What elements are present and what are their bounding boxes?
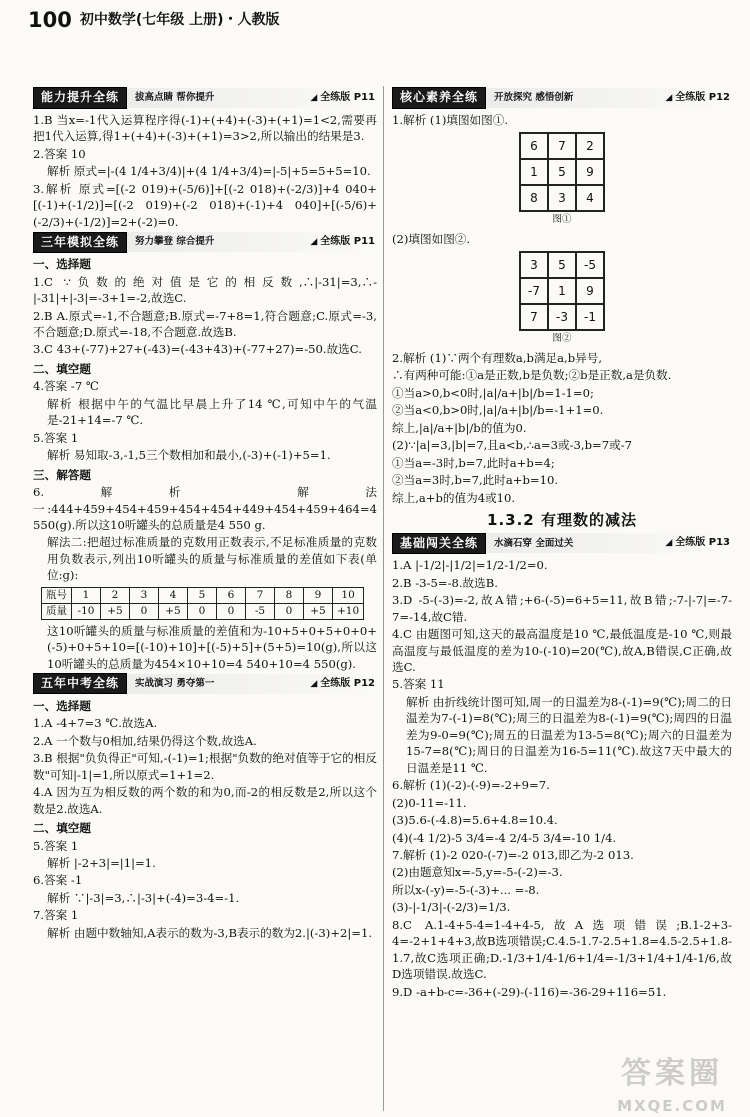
magic-square-1 xyxy=(519,132,605,212)
table-cell: 9 xyxy=(304,587,333,603)
grid-cell: -1 xyxy=(576,304,604,330)
weight-table xyxy=(41,587,364,620)
answer-item: 3.B 根据"负负得正"可知,-(-1)=1;根据"负数的绝对值等于它的相反数"可知|-1|=1,所以原式=1+1=2. xyxy=(33,751,377,782)
section-bar-core xyxy=(392,88,732,108)
answer-item: ②当a=3时,b=7,此时a+b=10. xyxy=(392,473,559,488)
table-cell: 6 xyxy=(217,587,246,603)
answer-item: ①当a>0,b<0时,|a|/a+|b|/b=1-1=0; xyxy=(392,385,594,400)
answer-item: 6.解析 (1)(-2)-(-9)=-2+9=7. xyxy=(392,778,550,793)
table-cell: +10 xyxy=(333,603,364,619)
answer-item: 4.C 由题图可知,这天的最高温度是10 ℃,最低温度是-10 ℃,则最高温度与最低温度的差为10-(-10)=20(℃),故A,B错误,C正确,故选C. xyxy=(392,627,732,674)
answer-item: 3.C 43+(-77)+27+(-43)=(-43+43)+(-77+27)=-50.故选C. xyxy=(33,342,362,357)
watermark-text: 答案圈 xyxy=(621,1056,723,1091)
table-cell: +5 xyxy=(304,603,333,619)
answer-item: 5.答案 1 xyxy=(33,838,79,853)
answer-item: 1.解析 (1)填图如图①. xyxy=(392,113,509,127)
table-header-cell: 瓶号 xyxy=(42,587,72,603)
table-cell: 0 xyxy=(217,603,246,619)
figure-caption: 图① xyxy=(552,214,572,226)
answer-item: 2.解析 (1)∵两个有理数a,b满足a,b异号, xyxy=(392,350,603,365)
grid-cell: 3 xyxy=(548,185,576,211)
figure-caption: 图② xyxy=(552,333,572,345)
grid-cell: 9 xyxy=(576,278,604,304)
answer-item: 9.D -a+b-c=-36+(-29)-(-116)=-36-29+116=51. xyxy=(392,984,667,999)
answer-item: (3)5.6-(-4.8)=5.6+4.8=10.4. xyxy=(392,813,558,828)
grid-cell: 8 xyxy=(520,185,548,211)
part-heading: 三、解答题 xyxy=(33,467,91,482)
table-cell: 4 xyxy=(159,587,188,603)
table-cell: -5 xyxy=(246,603,275,619)
left-column xyxy=(33,86,377,942)
answer-item: 7.解析 (1)-2 020-(-7)=-2 013,即乙为-2 013. xyxy=(392,847,634,862)
grid-cell: 6 xyxy=(520,133,548,159)
answer-item: 2.A 一个数与0相加,结果仍得这个数,故选A. xyxy=(33,733,257,748)
answer-item: 4.答案 -7 ℃ xyxy=(33,379,99,394)
right-column xyxy=(392,86,732,1001)
answer-item: 3.解析 原式=[(-2 019)+(-5/6)]+[(-2 018)+(-2/3)]+4 040+[(-1)+(-1/2)]=[(-2 019)+(-2 018)+(-1)+4 040]+[(-5/6)+(-2/3)+(-1/2)]=2+(-2)=0. xyxy=(33,181,377,229)
answer-item: 5.答案 11 xyxy=(392,677,445,692)
table-cell: 3 xyxy=(130,587,159,603)
section-bar-exam xyxy=(33,674,377,694)
grid-cell: 5 xyxy=(548,159,576,185)
grid-cell: 7 xyxy=(548,133,576,159)
table-cell: 2 xyxy=(101,587,130,603)
section-subtitle: 实战演习 勇夺第一 xyxy=(135,678,215,690)
answer-item: 1.A -4+7=3 ℃.故选A. xyxy=(33,716,158,731)
answer-item: 7.答案 1 xyxy=(33,908,79,923)
book-title: 初中数学(七年级 上册)・人教版 xyxy=(79,12,280,29)
table-cell: 0 xyxy=(275,603,304,619)
table-cell: 0 xyxy=(130,603,159,619)
table-cell: 0 xyxy=(188,603,217,619)
answer-item: 2.B -3-5=-8.故选B. xyxy=(392,575,498,590)
part-heading: 一、选择题 xyxy=(33,257,91,272)
answer-item: ∴有两种可能:①a是正数,b是负数;②b是正数,a是负数. xyxy=(392,368,672,383)
column-divider xyxy=(383,86,384,1111)
table-cell: 8 xyxy=(275,587,304,603)
section-badge: 五年中考全练 xyxy=(33,673,127,694)
answer-item: (2)0-11=-11. xyxy=(392,795,467,810)
part-heading: 二、填空题 xyxy=(33,361,91,376)
grid-cell: 3 xyxy=(520,252,548,278)
answer-item: 2.B A.原式=-1,不合题意;B.原式=-7+8=1,符合题意;C.原式=-3,不合题意;D.原式=-18,不合题意.故选B. xyxy=(33,308,377,339)
grid-cell: 7 xyxy=(520,304,548,330)
section-subtitle: 努力攀登 综合提升 xyxy=(135,236,215,248)
section-page-ref: ◢ 全练版 P12 xyxy=(310,677,375,691)
table-cell: 7 xyxy=(246,587,275,603)
lesson-title: 1.3.2 有理数的减法 xyxy=(487,510,637,529)
section-bar-basic xyxy=(392,533,732,553)
section-subtitle: 开放探究 感悟创新 xyxy=(494,92,574,104)
answer-item: 1.C ∵负数的绝对值是它的相反数,∴|-31|=3,∴-|-31|+|-3|=-3+1=-2,故选C. xyxy=(33,274,377,306)
answer-item: 解析 易知取-3,-1,5三个数相加和最小,(-3)+(-1)+5=1. xyxy=(47,448,331,463)
section-bar-ability xyxy=(33,88,377,108)
section-subtitle: 水滴石穿 全面过关 xyxy=(494,537,574,549)
answer-item: 所以x-(-y)=-5-(-3)+... =-8. xyxy=(392,882,540,897)
grid-cell: 1 xyxy=(520,159,548,185)
page-header xyxy=(28,6,728,36)
section-badge: 基础闯关全练 xyxy=(392,533,486,554)
answer-item: (2)填图如图②. xyxy=(392,231,471,246)
answer-item: 综上,|a|/a+|b|/b的值为0. xyxy=(392,420,527,435)
table-row xyxy=(42,587,364,603)
grid-cell: 1 xyxy=(548,278,576,304)
answer-item: ②当a<0,b>0时,|a|/a+|b|/b=-1+1=0. xyxy=(392,403,604,418)
table-header-cell: 质量 xyxy=(42,603,72,619)
watermark-logo xyxy=(612,1053,732,1115)
answer-item: 5.答案 1 xyxy=(33,430,79,445)
table-cell: +5 xyxy=(101,603,130,619)
answer-item: 6.答案 -1 xyxy=(33,873,83,888)
section-bar-mock xyxy=(33,232,377,252)
page-number: 100 xyxy=(28,8,72,33)
answer-item: (2)∵|a|=3,|b|=7,且a<b,∴a=3或-3,b=7或-7 xyxy=(392,438,632,453)
answer-item: 解析 根据中午的气温比早晨上升了14 ℃,可知中午的气温是-21+14=-7 ℃. xyxy=(47,396,377,428)
table-cell: 10 xyxy=(333,587,364,603)
grid-cell: 9 xyxy=(576,159,604,185)
magic-square-2 xyxy=(519,251,605,331)
table-row xyxy=(42,603,364,619)
answer-item: 综上,a+b的值为4或10. xyxy=(392,490,516,505)
section-badge: 三年模拟全练 xyxy=(33,232,127,253)
table-cell: -10 xyxy=(72,603,101,619)
answer-item: ①当a=-3时,b=7,此时a+b=4; xyxy=(392,455,555,470)
section-page-ref: ◢ 全练版 P11 xyxy=(310,235,375,249)
answer-item: 解法二:把超过标准质量的克数用正数表示,不足标准质量的克数用负数表示,列出10听罐头的质量与标准质量的差值如下表(单位:g): xyxy=(47,535,377,583)
answer-item: 解析 原式=|-(4 1/4+3/4)|+(4 1/4+3/4)=|-5|+5=5+5=10. xyxy=(47,164,371,179)
section-badge: 能力提升全练 xyxy=(33,87,127,108)
answer-item: 这10听罐头的质量与标准质量的差值和为-10+5+0+5+0+0+(-5)+0+5+10=[(-10)+10]+[(-5)+5]+(5+5)=10(g),所以这10听罐头的总质量为454×10+10=4 540+10=4 550(g). xyxy=(47,623,377,671)
answer-item: (4)(-4 1/2)-5 3/4=-4 2/4-5 3/4=-10 1/4. xyxy=(392,830,617,845)
answer-item: 8.C A.1-4+5-4=1-4+4-5,故A选项错误;B.1-2+3-4=-2+1+4+3,故B选项错误;C.4.5-1.7-2.5+1.8=4.5-2.5+1.8-1.7,故C选项正确;D.-1/3+1/4-1/6+1/4=-1/3+1/4+1/4-1/6,故D选项错误.故选C. xyxy=(392,917,732,982)
part-heading: 一、选择题 xyxy=(33,698,91,713)
grid-cell: -5 xyxy=(576,252,604,278)
grid-cell: -7 xyxy=(520,278,548,304)
part-heading: 二、填空题 xyxy=(33,821,91,836)
answer-item: 3.D -5-(-3)=-2,故A错;+6-(-5)=6+5=11,故B错;-7-|-7|=-7-7=-14,故C错. xyxy=(392,593,732,624)
answer-item: 2.答案 10 xyxy=(33,146,86,161)
grid-cell: 2 xyxy=(576,133,604,159)
grid-cell: 4 xyxy=(576,185,604,211)
answer-item: 1.A |-1/2|-|1/2|=1/2-1/2=0. xyxy=(392,558,548,573)
section-page-ref: ◢ 全练版 P11 xyxy=(310,91,375,105)
answer-item: 4.A 因为互为相反数的两个数的和为0,而-2的相反数是2,所以这个数是2.故选A. xyxy=(33,785,377,816)
answer-item: (3)-|-1/3|-(-2/3)=1/3. xyxy=(392,900,511,915)
answer-item: 解析 由题中数轴知,A表示的数为-3,B表示的数为2.|(-3)+2|=1. xyxy=(47,925,373,940)
watermark-url: MXQE.COM xyxy=(617,1096,727,1115)
section-page-ref: ◢ 全练版 P13 xyxy=(665,536,730,550)
grid-cell: -3 xyxy=(548,304,576,330)
answer-item: 解析 ∵|-3|=3,∴|-3|+(-4)=3-4=-1. xyxy=(47,890,240,905)
section-page-ref: ◢ 全练版 P12 xyxy=(665,91,730,105)
answer-item: (2)由题意知x=-5,y=-5-(-2)=-3. xyxy=(392,865,563,880)
table-cell: +5 xyxy=(159,603,188,619)
section-subtitle: 拔高点睛 帮你提升 xyxy=(135,92,215,104)
table-cell: 1 xyxy=(72,587,101,603)
answer-item: 解析 |-2+3|=|1|=1. xyxy=(47,856,156,871)
section-badge: 核心素养全练 xyxy=(392,87,486,108)
answer-item: 6.解析 解法一:444+459+454+459+454+454+449+454+459+464=4 550(g).所以这10听罐头的总质量是4 550 g. xyxy=(33,485,377,532)
answer-item: 解析 由折线统计图可知,周一的日温差为8-(-1)=9(℃);周二的日温差为7-(-1)=8(℃);周三的日温差为8-(-1)=9(℃);周四的日温差为9-0=9(℃);周五的日温差为13-5=8(℃);周六的日温差为15-7=8(℃);周日的日温差为16-5=11(℃).故这7天中最大的日温差是11 ℃. xyxy=(406,694,732,775)
table-cell: 5 xyxy=(188,587,217,603)
grid-cell: 5 xyxy=(548,252,576,278)
answer-item: 1.B 当x=-1代入运算程序得(-1)+(+4)+(-3)+(+1)=1<2,需要再把1代入运算,得1+(+4)+(-3)+(+1)=3>2,所以输出的结果是3. xyxy=(33,113,377,144)
